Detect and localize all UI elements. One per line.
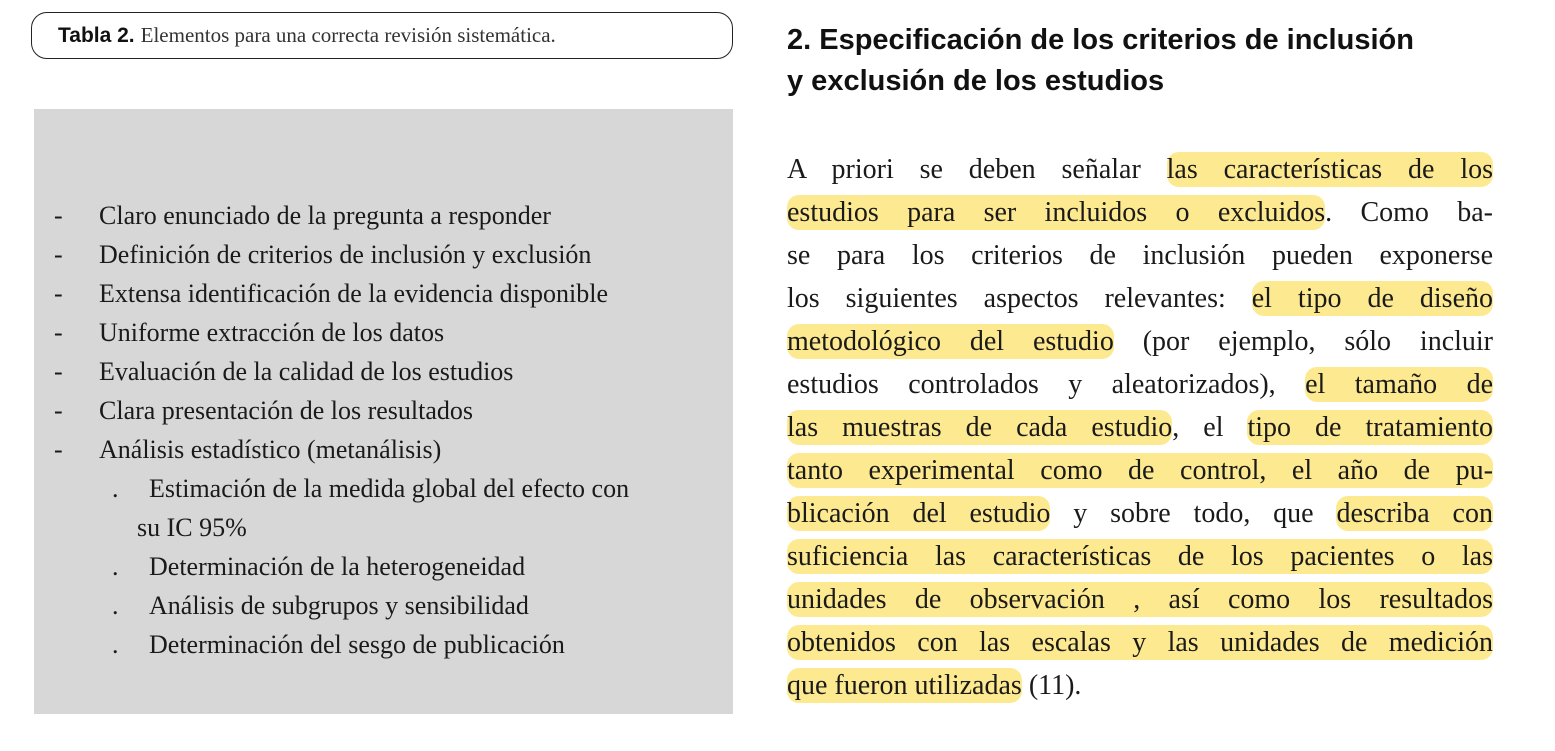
highlighted-text: blicación del estudio: [787, 498, 1051, 529]
table-item: Análisis estadístico (metanálisis): [99, 435, 442, 464]
table-item-marker: -: [54, 240, 63, 269]
table-item: Claro enunciado de la pregunta a responder: [99, 201, 551, 230]
paragraph-line: [787, 492, 1493, 535]
table-subitem: Determinación de la heterogeneidad: [149, 552, 526, 581]
highlighted-text: metodológico del estudio: [787, 326, 1114, 357]
table-item-marker: -: [54, 279, 63, 308]
paragraph-text: (11).: [1021, 670, 1082, 701]
table-subitem-marker: .: [112, 474, 119, 503]
table-item-marker: -: [54, 318, 63, 347]
table-item: Uniforme extracción de los datos: [99, 318, 445, 347]
section-heading-line-1: 2. Especificación de los criterios de inclusión: [787, 24, 1414, 56]
highlighted-text: unidades de observación , así como los resultados: [787, 584, 1493, 615]
paragraph-line: [787, 406, 1493, 449]
paragraph-text: los siguientes aspectos relevantes:: [787, 283, 1252, 314]
table-subitem: Análisis de subgrupos y sensibilidad: [149, 591, 529, 620]
table-item: Evaluación de la calidad de los estudios: [99, 357, 514, 386]
highlighted-text: tanto experimental como de control, el año de pu-: [787, 455, 1493, 486]
table-item-marker: -: [54, 396, 63, 425]
paragraph-line: [787, 148, 1493, 191]
paragraph-text: estudios controlados y aleatorizados),: [787, 369, 1306, 400]
table-caption-text: Elementos para una correcta revisión sistemática.: [140, 23, 556, 47]
table-item-marker: -: [54, 357, 63, 386]
paragraph-line: [787, 535, 1493, 578]
paragraph-line: [787, 363, 1493, 406]
section-heading: [787, 20, 1527, 102]
highlighted-text: que fueron utilizadas: [787, 670, 1022, 701]
table-item-marker: -: [54, 435, 63, 464]
paragraph-line: [787, 578, 1493, 621]
table-caption-label: Tabla 2.: [58, 23, 135, 47]
table-item-marker: -: [54, 201, 63, 230]
table-item: Extensa identificación de la evidencia disponible: [99, 279, 608, 308]
table-subitem-marker: .: [112, 630, 119, 659]
table-panel: [34, 109, 733, 714]
table-caption: [31, 12, 733, 59]
highlighted-text: tipo de tratamiento: [1247, 412, 1493, 443]
paragraph-line: [787, 664, 1493, 707]
paragraph-line: [787, 277, 1493, 320]
highlighted-text: el tipo de diseño: [1251, 283, 1493, 314]
highlighted-text: suficiencia las características de los pacientes o las: [787, 541, 1493, 572]
highlighted-text: las muestras de cada estudio: [787, 412, 1173, 443]
table-subitem: Estimación de la medida global del efecto con: [149, 474, 630, 503]
highlighted-text: obtenidos con las escalas y las unidades de medición: [787, 627, 1493, 658]
table-subitem-marker: .: [112, 591, 119, 620]
paragraph-text: . Como ba-: [1325, 197, 1493, 228]
highlighted-text: las características de los: [1166, 154, 1493, 185]
paragraph-text: (por ejemplo, sólo incluir: [1113, 326, 1494, 357]
paragraph-text: y sobre todo, que: [1050, 498, 1337, 529]
section-heading-line-2: y exclusión de los estudios: [787, 65, 1165, 97]
table-subitem-marker: .: [112, 552, 119, 581]
table-subitem: su IC 95%: [137, 513, 247, 542]
highlighted-text: estudios para ser incluidos o excluidos: [787, 197, 1326, 228]
paragraph-line: [787, 191, 1493, 234]
highlighted-text: describa con: [1336, 498, 1493, 529]
table-subitem: Determinación del sesgo de publicación: [149, 630, 565, 659]
paragraph-text: , el: [1172, 412, 1248, 443]
paragraph-line: [787, 621, 1493, 664]
paragraph-line: [787, 320, 1493, 363]
paragraph-text: A priori se deben señalar: [787, 154, 1167, 185]
paragraph-line: [787, 449, 1493, 492]
paragraph-text: se para los criterios de inclusión pueden exponerse: [787, 240, 1493, 271]
highlighted-text: el tamaño de: [1305, 369, 1493, 400]
paragraph-line: [787, 234, 1493, 277]
table-item: Clara presentación de los resultados: [99, 396, 473, 425]
table-item: Definición de criterios de inclusión y exclusión: [99, 240, 592, 269]
